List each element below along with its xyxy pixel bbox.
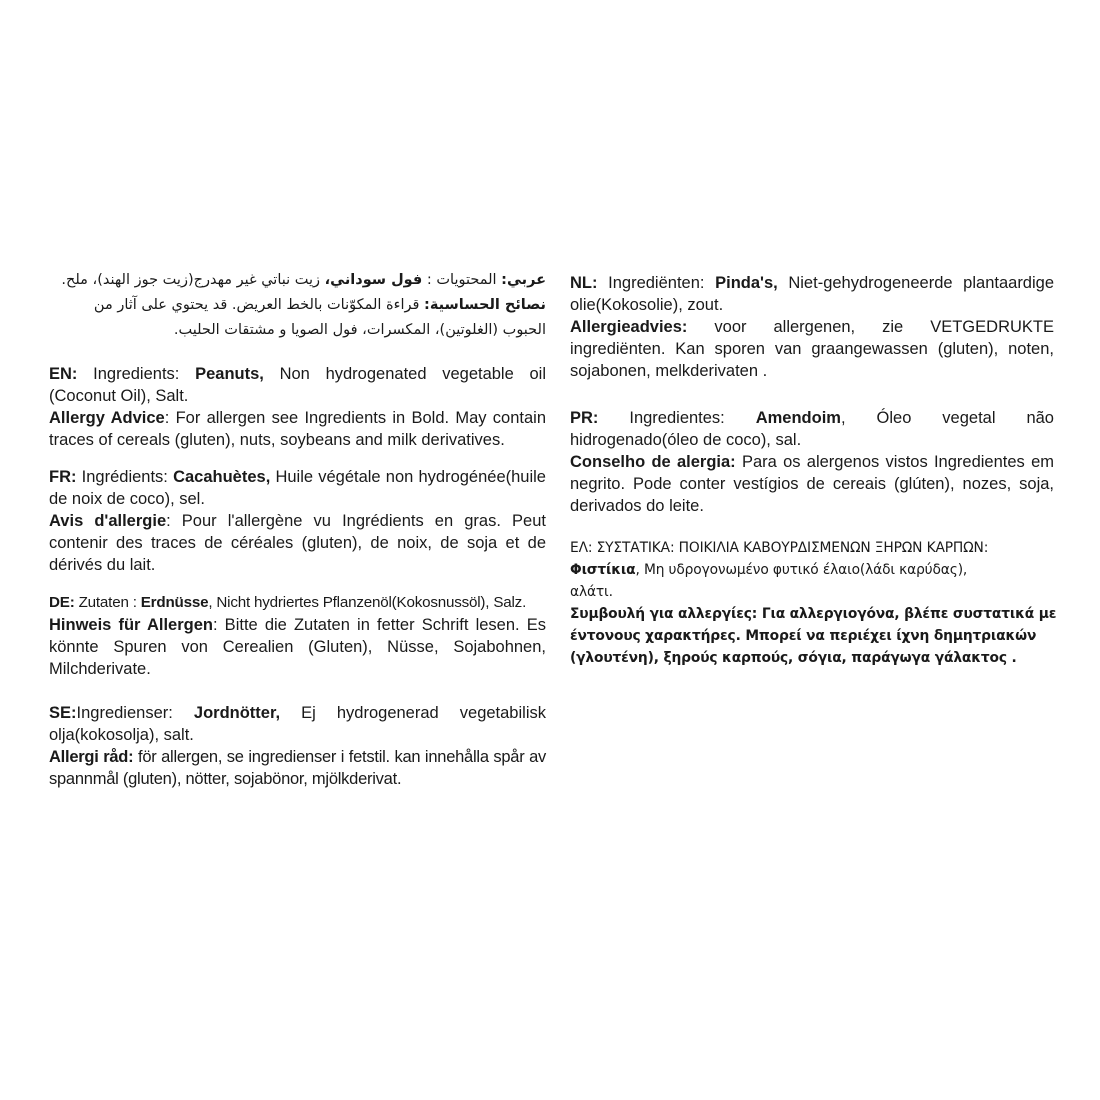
en-ingredients (49, 363, 546, 407)
nl-ingredients-pre: Ingrediënten: (597, 274, 716, 292)
de-section (49, 592, 546, 680)
pr-allergy-text: Para os alergenos vistos Ingredientes em negrito. Pode conter vestígios de cereais (glúten), nozes, soja, derivados do leite. (570, 453, 1054, 515)
arabic-allergy-line (49, 293, 546, 318)
de-allergy-text: : Bitte die Zutaten in fetter Schrift lesen. Es könnte Spuren von Cerealien (Gluten), Nüsse, Sojabohnen, Milchderivate. (49, 616, 546, 678)
nl-allergy (570, 316, 1054, 382)
nl-allergy-label: Allergieadvies: (570, 318, 688, 336)
arabic-ingredients-line (49, 268, 546, 293)
fr-ingredients-pre: Ingrédients: (76, 468, 174, 486)
left-column (49, 268, 546, 790)
pr-section (570, 407, 1054, 517)
de-ingredients (49, 592, 546, 614)
fr-ingredients-bold: Cacahuètes, (173, 468, 271, 486)
el-ingredients-line (570, 559, 1054, 581)
de-allergy-label: Hinweis für Allergen (49, 616, 213, 634)
arabic-allergy-line-2: الحبوب (الغلوتين)، المكسرات، فول الصويا و مشتقات الحليب. (173, 322, 546, 338)
en-ingredients-bold: Peanuts, (195, 365, 264, 383)
fr-ingredients-post: Huile végétale non hydrogénée(huile de noix de coco), sel. (49, 468, 546, 508)
arabic-allergy-label: نصائح الحساسية: (424, 297, 546, 313)
fr-label: FR: (49, 468, 77, 486)
se-ingredients-bold: Jordnötter, (193, 704, 281, 722)
nl-ingredients (570, 272, 1054, 316)
se-ingredients-post: Ej hydrogenerad vegetabilisk olja(kokosolja), salt. (49, 704, 546, 744)
el-ingredients-line-2: αλάτι. (570, 584, 613, 600)
nl-ingredients-bold: Pinda's, (715, 274, 778, 292)
el-allergy-line-2: έντονους χαρακτήρες. Μπορεί να περιέχει ίχνη δημητριακών (570, 628, 1037, 644)
se-ingredients (49, 702, 546, 746)
fr-allergy-text: : Pour l'allergène vu Ingrédients en gras. Peut contenir des traces de céréales (gluten), de noix, de soja et de dérivés du lait. (49, 512, 546, 574)
fr-allergy-label: Avis d'allergie (49, 512, 167, 530)
se-ingredients-pre: Ingredienser: (76, 704, 194, 722)
arabic-ingredients-bold: فول سوداني، (324, 272, 423, 288)
de-ingredients-post: , Nicht hydriertes Pflanzenöl(Kokosnussöl), Salz. (208, 594, 527, 611)
fr-allergy (49, 510, 546, 576)
en-allergy (49, 407, 546, 451)
pr-allergy-label: Conselho de alergia: (570, 453, 736, 471)
se-label: SE: (49, 704, 77, 722)
nl-section (570, 272, 1054, 382)
arabic-section (49, 268, 546, 343)
de-label: DE: (49, 594, 75, 611)
el-allergy-line-3: (γλουτένη), ξηρούς καρπούς, σόγια, παράγωγα γάλακτος . (570, 650, 1017, 666)
en-allergy-text: : For allergen see Ingredients in Bold. May contain traces of cereals (gluten), nuts, soybeans and milk derivatives. (49, 409, 546, 449)
se-section (49, 702, 546, 790)
nl-label: NL: (570, 274, 598, 292)
el-section (570, 537, 1057, 669)
pr-ingredients (570, 407, 1054, 451)
en-label: EN: (49, 365, 78, 383)
de-ingredients-pre: Zutaten : (74, 594, 141, 611)
en-section (49, 363, 546, 451)
pr-label: PR: (570, 409, 599, 427)
el-ingredients-post: , Μη υδρογονωμένο φυτικό έλαιο(λάδι καρύδας), (635, 562, 968, 578)
fr-ingredients (49, 466, 546, 510)
de-allergy (49, 614, 546, 680)
nl-allergy-text: voor allergenen, zie VETGEDRUKTE ingrediënten. Kan sporen van graangewassen (gluten), noten, sojabonen, melkderivaten . (570, 318, 1054, 380)
fr-section (49, 466, 546, 576)
el-allergy-line-1: Συμβουλή για αλλεργίες: Για αλλεργιογόνα, βλέπε συστατικά με (570, 606, 1057, 622)
de-ingredients-bold: Erdnüsse (140, 594, 209, 611)
nl-ingredients-post: Niet-gehydrogeneerde plantaardige olie(Kokosolie), zout. (570, 274, 1055, 314)
en-ingredients-pre: Ingredients: (77, 365, 196, 383)
se-allergy-text: för allergen, se ingredienser i fetstil. kan innehålla spår av spannmål (gluten), nötter, sojabönor, mjölkderivat. (49, 748, 546, 788)
arabic-allergy-text: قراءة المكوّنات بالخط العريض. قد يحتوي على آثار من (93, 297, 425, 313)
el-title-line: ΕΛ: ΣΥΣΤΑΤΙΚΑ: ΠΟΙΚΙΛΙΑ ΚΑΒΟΥΡΔΙΣΜΕΝΩΝ ΞΗΡΩΝ ΚΑΡΠΩΝ: (570, 540, 989, 556)
arabic-ingredients-pre: المحتويات : (422, 272, 502, 288)
arabic-ingredients-post: زيت نباتي غير مهدرج(زيت جوز الهند)، ملح. (61, 272, 325, 288)
se-allergy-label: Allergi råd: (49, 748, 134, 766)
en-ingredients-post: Non hydrogenated vegetable oil (Coconut Oil), Salt. (49, 365, 547, 405)
right-column (570, 268, 1057, 669)
pr-allergy (570, 451, 1054, 517)
en-allergy-label: Allergy Advice (49, 409, 165, 427)
pr-ingredients-pre: Ingredientes: (598, 409, 756, 427)
pr-ingredients-bold: Amendoim (755, 409, 841, 427)
arabic-label: عربي: (501, 272, 546, 288)
el-ingredients-bold: Φιστίκια (570, 562, 636, 578)
se-allergy (49, 746, 546, 790)
pr-ingredients-post: , Óleo vegetal não hidrogenado(óleo de coco), sal. (570, 409, 1054, 449)
